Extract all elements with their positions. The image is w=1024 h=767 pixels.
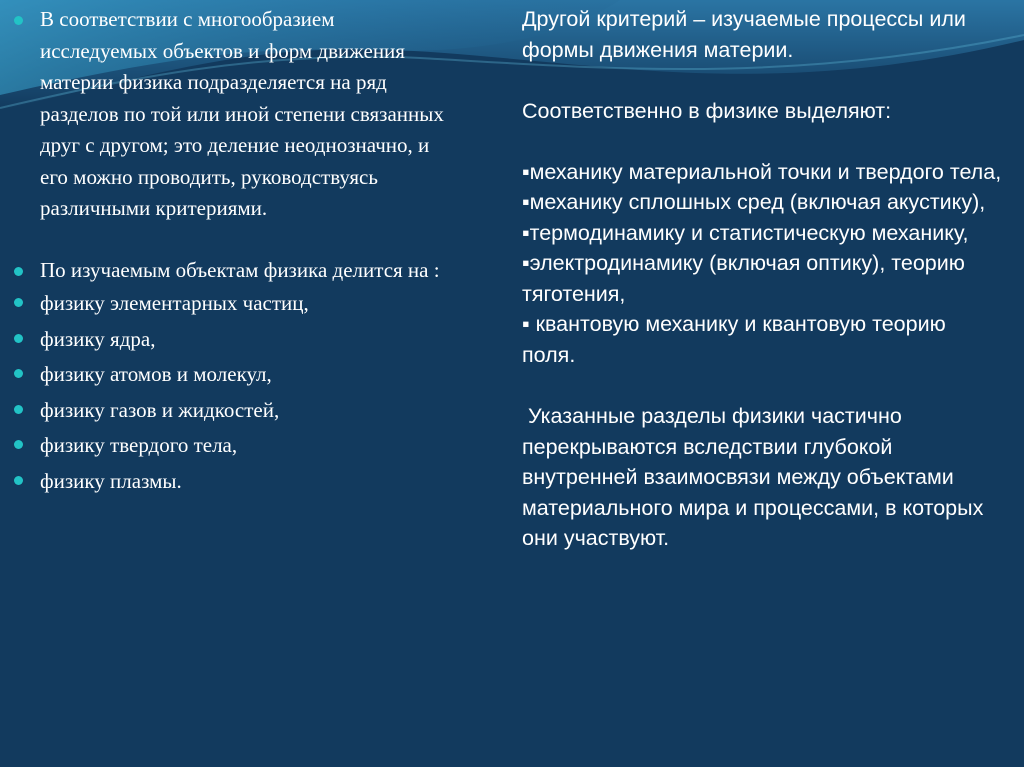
left-paragraph-2 <box>14 255 454 287</box>
left-column <box>14 4 454 499</box>
bullet-dot-icon <box>14 440 23 449</box>
list-item <box>14 464 454 500</box>
right-intro: Другой критерий – изучаемые процессы или формы движения материи. <box>522 7 966 62</box>
bullet-dot-icon <box>14 267 23 276</box>
left-paragraph-1-text: В соответствии с многообразием исследуемых объектов и форм движения материи физика подразделяется на ряд разделов по той или иной степени связанных друг с другом; это деление неоднозначно, и его можно проводить, руководствуясь различными критериями. <box>40 7 444 220</box>
list-item <box>14 322 454 358</box>
left-paragraphs <box>14 4 454 286</box>
bullet-dot-icon <box>14 369 23 378</box>
list-item-text: физику твердого тела, <box>40 433 238 457</box>
bullet-dot-icon <box>14 16 23 25</box>
bullet-dot-icon <box>14 476 23 485</box>
processes-list <box>522 157 1002 371</box>
list-item: ▪механику материальной точки и твердого тела, <box>522 159 1002 184</box>
list-item-text: физику плазмы. <box>40 468 182 493</box>
list-item-text: физику атомов и молекул, <box>40 362 272 386</box>
list-item-text: физику элементарных частиц, <box>40 291 309 315</box>
list-item <box>14 357 454 393</box>
list-item: ▪ квантовую механику и квантовую теорию поля. <box>522 312 952 367</box>
list-item: ▪механику сплошных сред (включая акустику), <box>522 190 986 214</box>
list-item: ▪электродинамику (включая оптику), теорию тяготения, <box>522 251 971 306</box>
list-item <box>14 393 454 429</box>
bullet-dot-icon <box>14 405 23 414</box>
left-paragraph-2-text: По изучаемым объектам физика делится на : <box>40 257 440 282</box>
list-item: ▪термодинамику и статистическую механику, <box>522 220 969 245</box>
bullet-dot-icon <box>14 334 23 343</box>
list-item-text: физику ядра, <box>40 326 156 351</box>
list-item-text: физику газов и жидкостей, <box>40 397 280 422</box>
objects-list <box>14 286 454 499</box>
list-item <box>14 286 454 322</box>
left-paragraph-1 <box>14 4 454 225</box>
right-column <box>522 4 1002 554</box>
right-conclusion: Указанные разделы физики частично перекрываются вследствии глубокой внутренней взаимосвязи между объектами материального мира и процессами, в которых они участвуют. <box>522 404 990 550</box>
bullet-dot-icon <box>14 298 23 307</box>
list-item <box>14 428 454 464</box>
right-lead: Соответственно в физике выделяют: <box>522 99 892 123</box>
